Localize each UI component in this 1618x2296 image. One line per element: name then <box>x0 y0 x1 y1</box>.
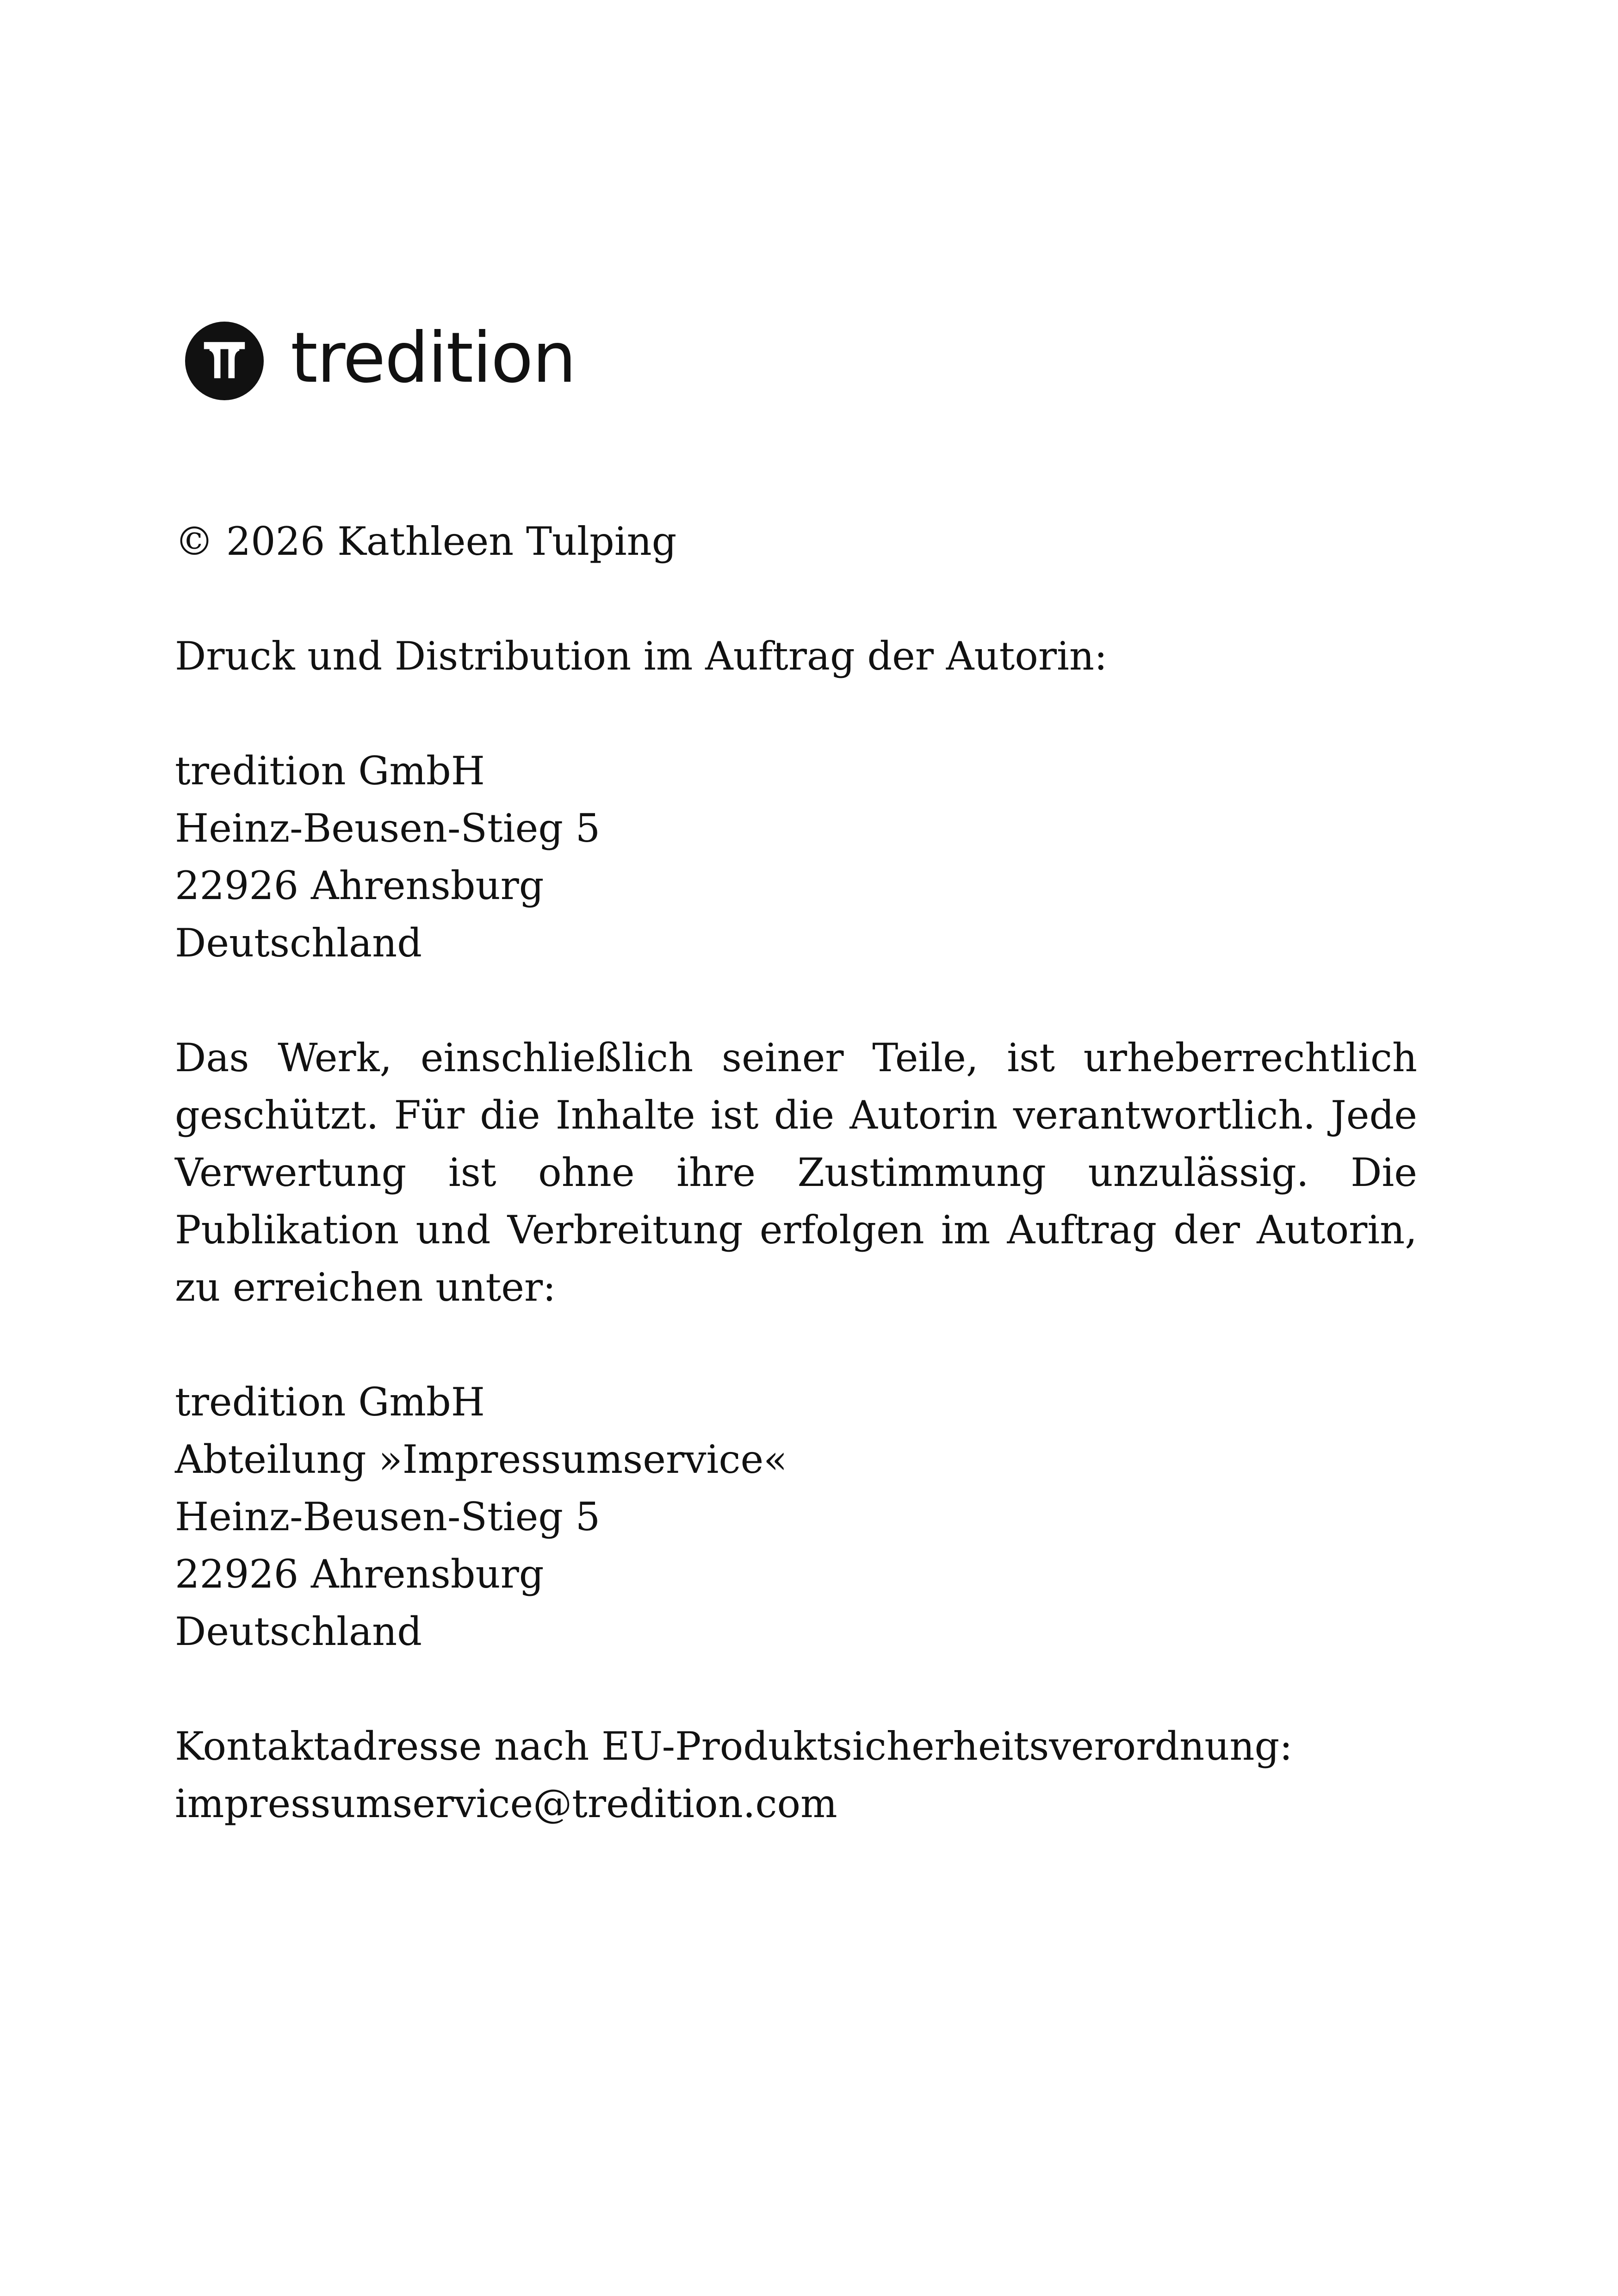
legal-paragraph: Das Werk, einschließlich seiner Teile, ist urheberrechtlich geschützt. Für die Inhalte ist die Autorin verantwortlich. Jede Verwertung ist ohne ihre Zustimmung unzulässig. Die Publikation und Verbreitung erfolgen im Auftrag der Autorin, zu erreichen unter: <box>175 1035 1417 1310</box>
logo-wordmark: tredition <box>291 318 576 398</box>
publisher-country: Deutschland <box>175 920 422 966</box>
tredition-logo-icon <box>185 322 264 400</box>
publisher-logo <box>185 319 576 403</box>
eu-contact-email: impressumservice@tredition.com <box>175 1781 837 1826</box>
contact-department: Abteilung »Impressumservice« <box>175 1437 787 1482</box>
eu-contact-label: Kontaktadresse nach EU-Produktsicherheitsverordnung: <box>175 1724 1293 1769</box>
contact-street: Heinz-Beusen-Stieg 5 <box>175 1494 601 1539</box>
publisher-city: 22926 Ahrensburg <box>175 863 544 908</box>
publisher-street: Heinz-Beusen-Stieg 5 <box>175 806 601 851</box>
contact-name: tredition GmbH <box>175 1379 485 1425</box>
publisher-name: tredition GmbH <box>175 748 485 794</box>
copyright-line: © 2026 Kathleen Tulping <box>175 519 677 564</box>
imprint-text <box>175 513 1417 1832</box>
print-notice: Druck und Distribution im Auftrag der Autorin: <box>175 633 1108 679</box>
contact-country: Deutschland <box>175 1609 422 1654</box>
contact-city: 22926 Ahrensburg <box>175 1551 544 1597</box>
